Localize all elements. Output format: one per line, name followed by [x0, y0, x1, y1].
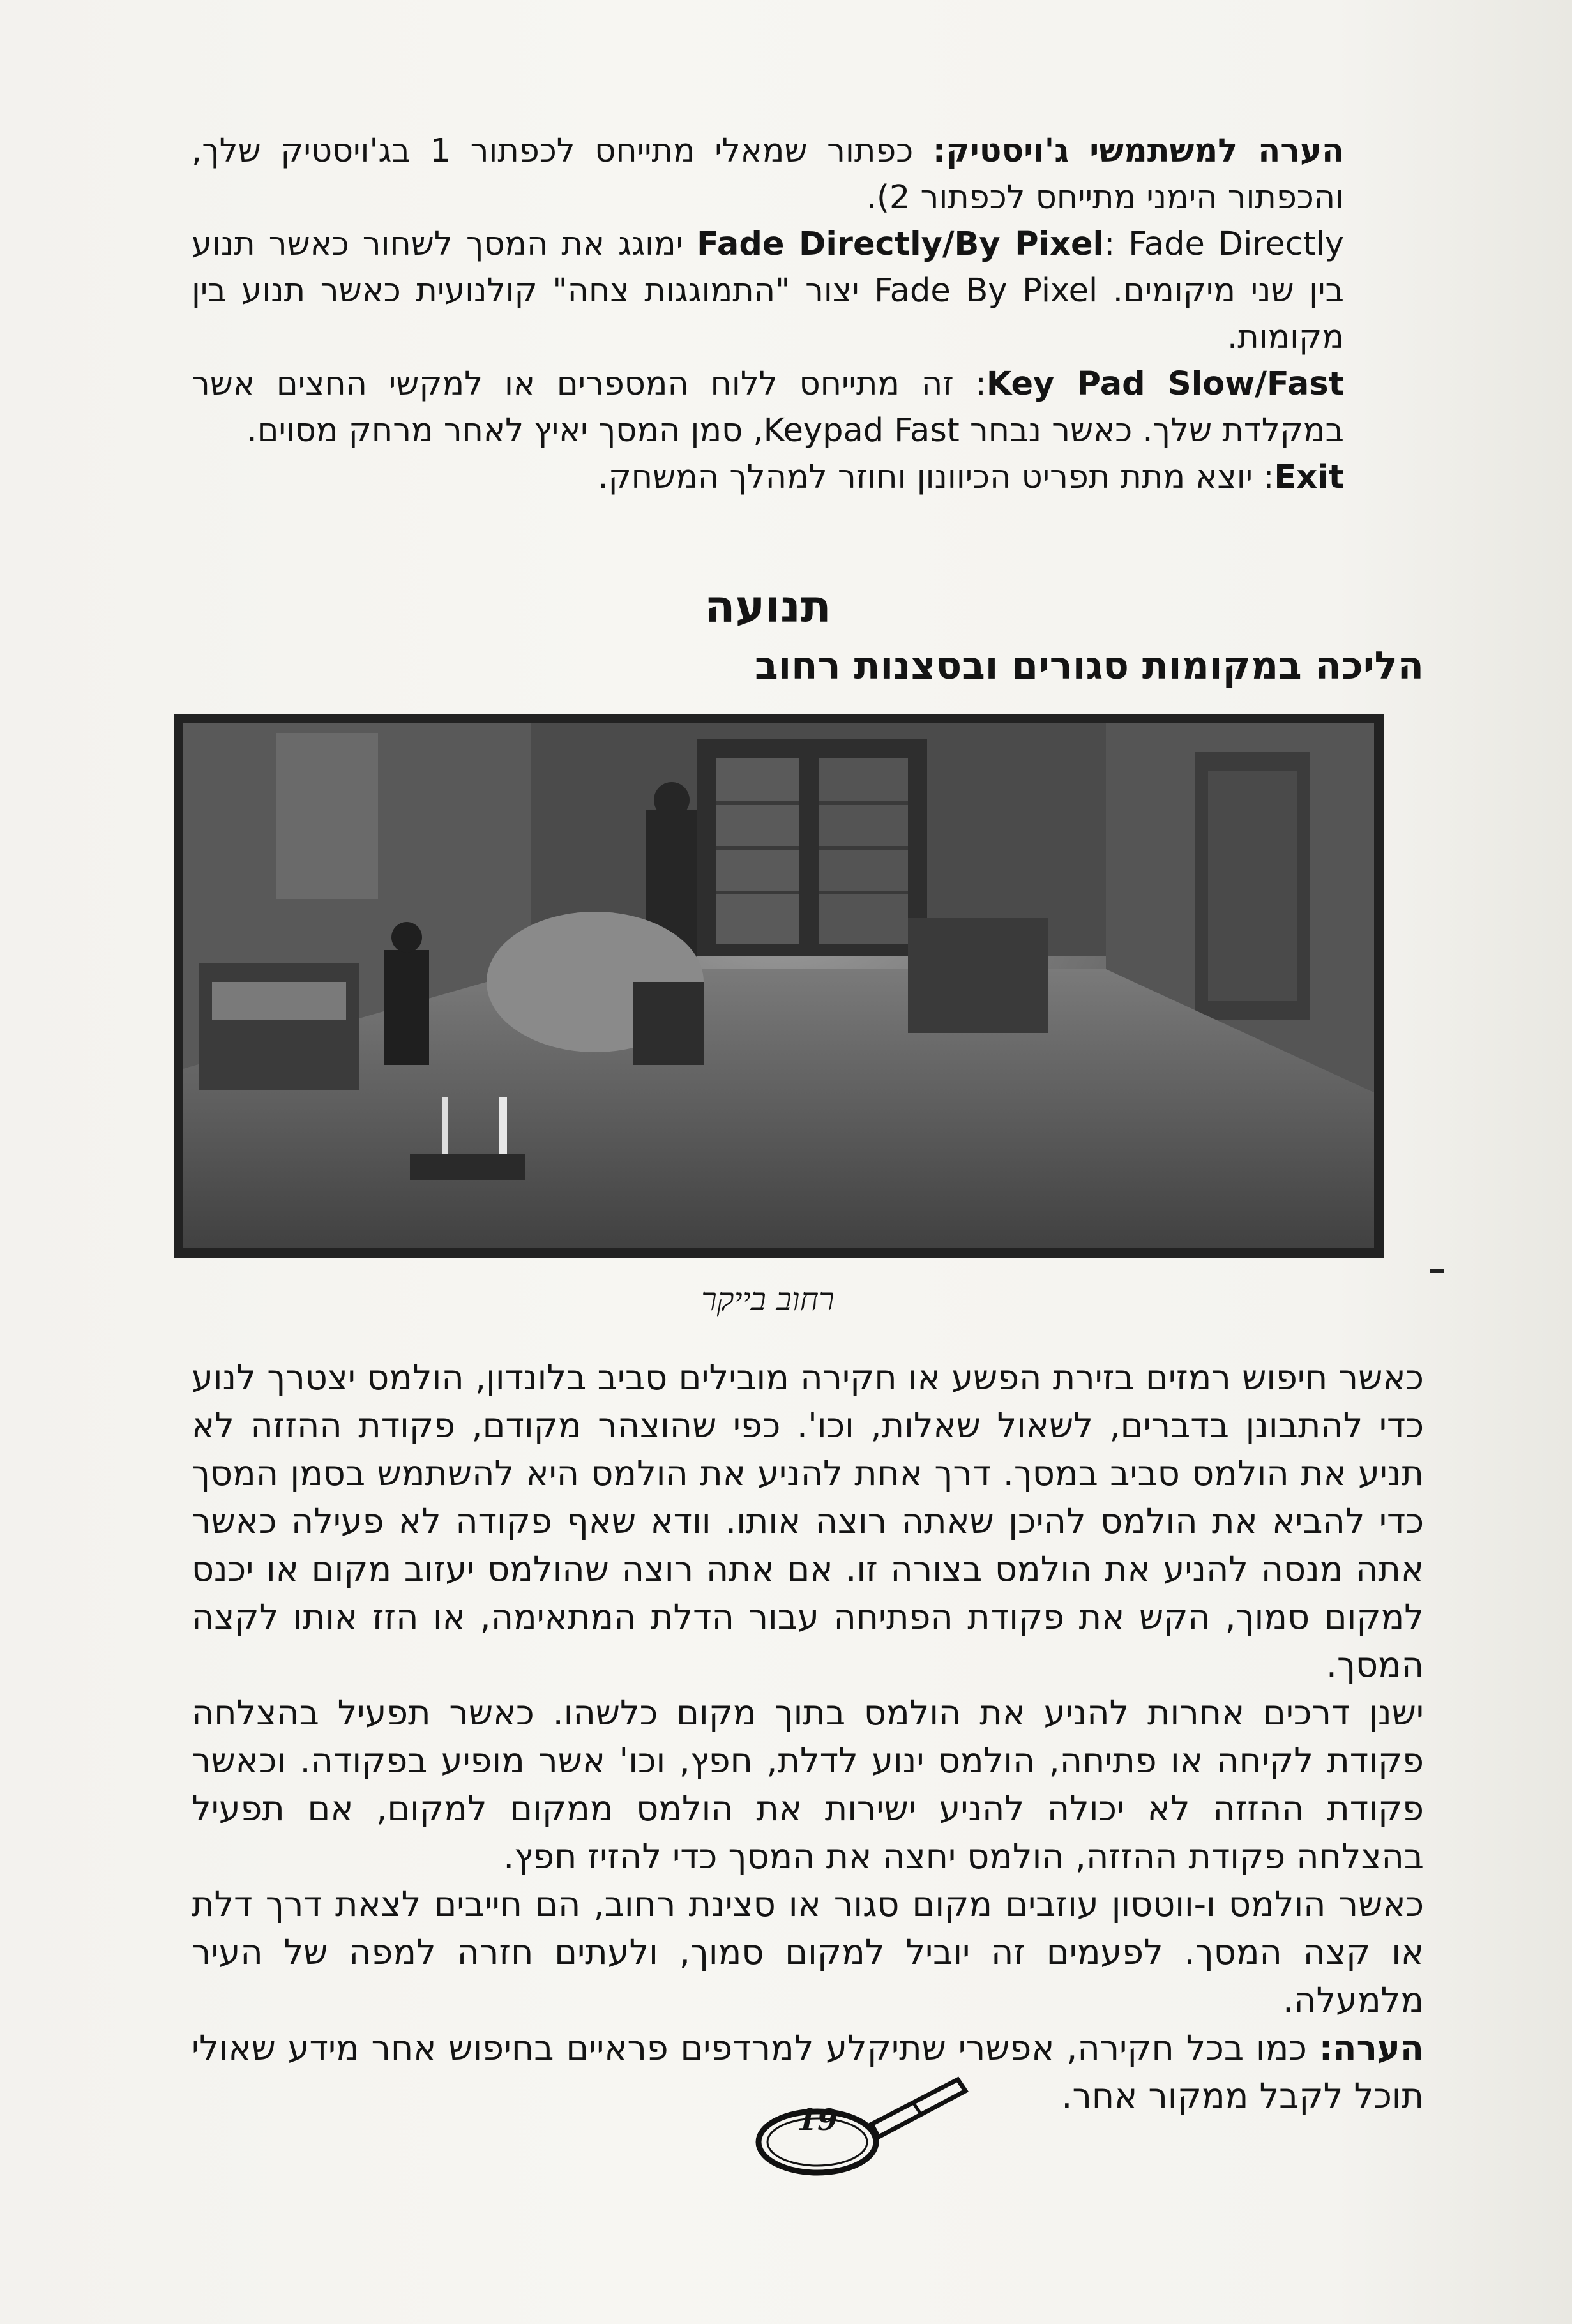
final-note-label: הערה: [1319, 2028, 1424, 2068]
keypad-option-key: Key Pad Slow/Fast [986, 365, 1344, 403]
body-paragraph: כאשר חיפוש רמזים בזירת הפשע או חקירה מובילים סביב בלונדון, הולמס יצטרך לנוע כדי להתבונן בדברים, לשאול שאלות, וכו'. כפי שהוצהר מקודם, פקודת ההזזה לא תניע את הולמס סביב במסך. דרך אחת להניע את הולמס היא להשתמש בסמן המסך כדי להביא את הולמס להיכן שאתה רוצה אותו. וודא שאף פקודה לא פעילה כאשר אתה מנסה להניע את הולמס בצורה זו. אם אתה רוצה שהולמס יעזוב מקום או יכנס למקום סמוך, הקש את פקודת הפתיחה עבור הדלת המתאימה, או הזז אותו לקצה המסך. [192, 1357, 1424, 1685]
game-scene-illustration [174, 714, 1384, 1258]
joystick-note-label: הערה למשתמשי ג'ויסטיק: [932, 132, 1344, 170]
movement-section-body [192, 1354, 1424, 2120]
exit-option [192, 454, 1344, 501]
scan-artifact [1430, 1269, 1444, 1273]
keypad-option [192, 361, 1344, 454]
photo-caption: רחוב בייקר [701, 1281, 835, 1318]
fade-option [192, 221, 1344, 361]
keypad-option-text: : זה מתייחס ללוח המספרים או למקשי החצים אשר במקלדת שלך. כאשר נבחר Keypad Fast, סמן המסך יאיץ לאחר מרחק מסוים. [192, 365, 1344, 449]
game-screenshot-image [174, 714, 1384, 1258]
body-paragraph: כאשר הולמס ו-ווטסון עוזבים מקום סגור או סצינת רחוב, הם חייבים לצאת דרך דלת או קצה המסך. לפעמים זה יוביל למקום סמוך, ולעתים חזרה למפה של העיר מלמעלה. [192, 1884, 1424, 2020]
joystick-note [192, 128, 1344, 221]
exit-option-text: : יוצא מתת תפריט הכיוונון וחוזר למהלך המשחק. [598, 458, 1274, 496]
section-subtitle: הליכה במקומות סגורים ובסצנות רחוב [755, 644, 1424, 688]
fade-option-text: : Fade Directly ימוגג את המסך לשחור כאשר תנוע בין שני מיקומים. Fade By Pixel יצור "התמוגגות צחה" קולנועית כאשר תנוע בין מקומות. [192, 225, 1344, 356]
body-paragraph: ישנן דרכים אחרות להניע את הולמס בתוך מקום כלשהו. כאשר תפעיל בהצלחה פקודת לקיחה או פתיחה, הולמס ינוע לדלת, חפץ, וכו' אשר מופיע בפקודה. וכאשר פקודת ההזזה לא יכולה להניע ישירות את הולמס ממקום למקום, אם תפעיל בהצלחה פקודת ההזזה, הולמס יחצה את המסך כדי להזיז חפץ. [192, 1693, 1424, 1876]
final-note-text: כמו בכל חקירה, אפשרי שתיקלע למרדפים פראיים בחיפוש אחר מידע שאולי תוכל לקבל ממקור אחר. [192, 2028, 1424, 2116]
exit-option-key: Exit [1274, 458, 1344, 496]
joystick-note-text: כפתור שמאלי מתייחס לכפתור 1 בג'ויסטיק שלך, והכפתור הימני מתייחס לכפתור 2). [192, 132, 1344, 216]
options-section [192, 128, 1344, 501]
page-number: 19 [796, 2102, 838, 2137]
section-title: תנועה [704, 580, 831, 633]
fade-option-key: Fade Directly/By Pixel [697, 225, 1105, 263]
